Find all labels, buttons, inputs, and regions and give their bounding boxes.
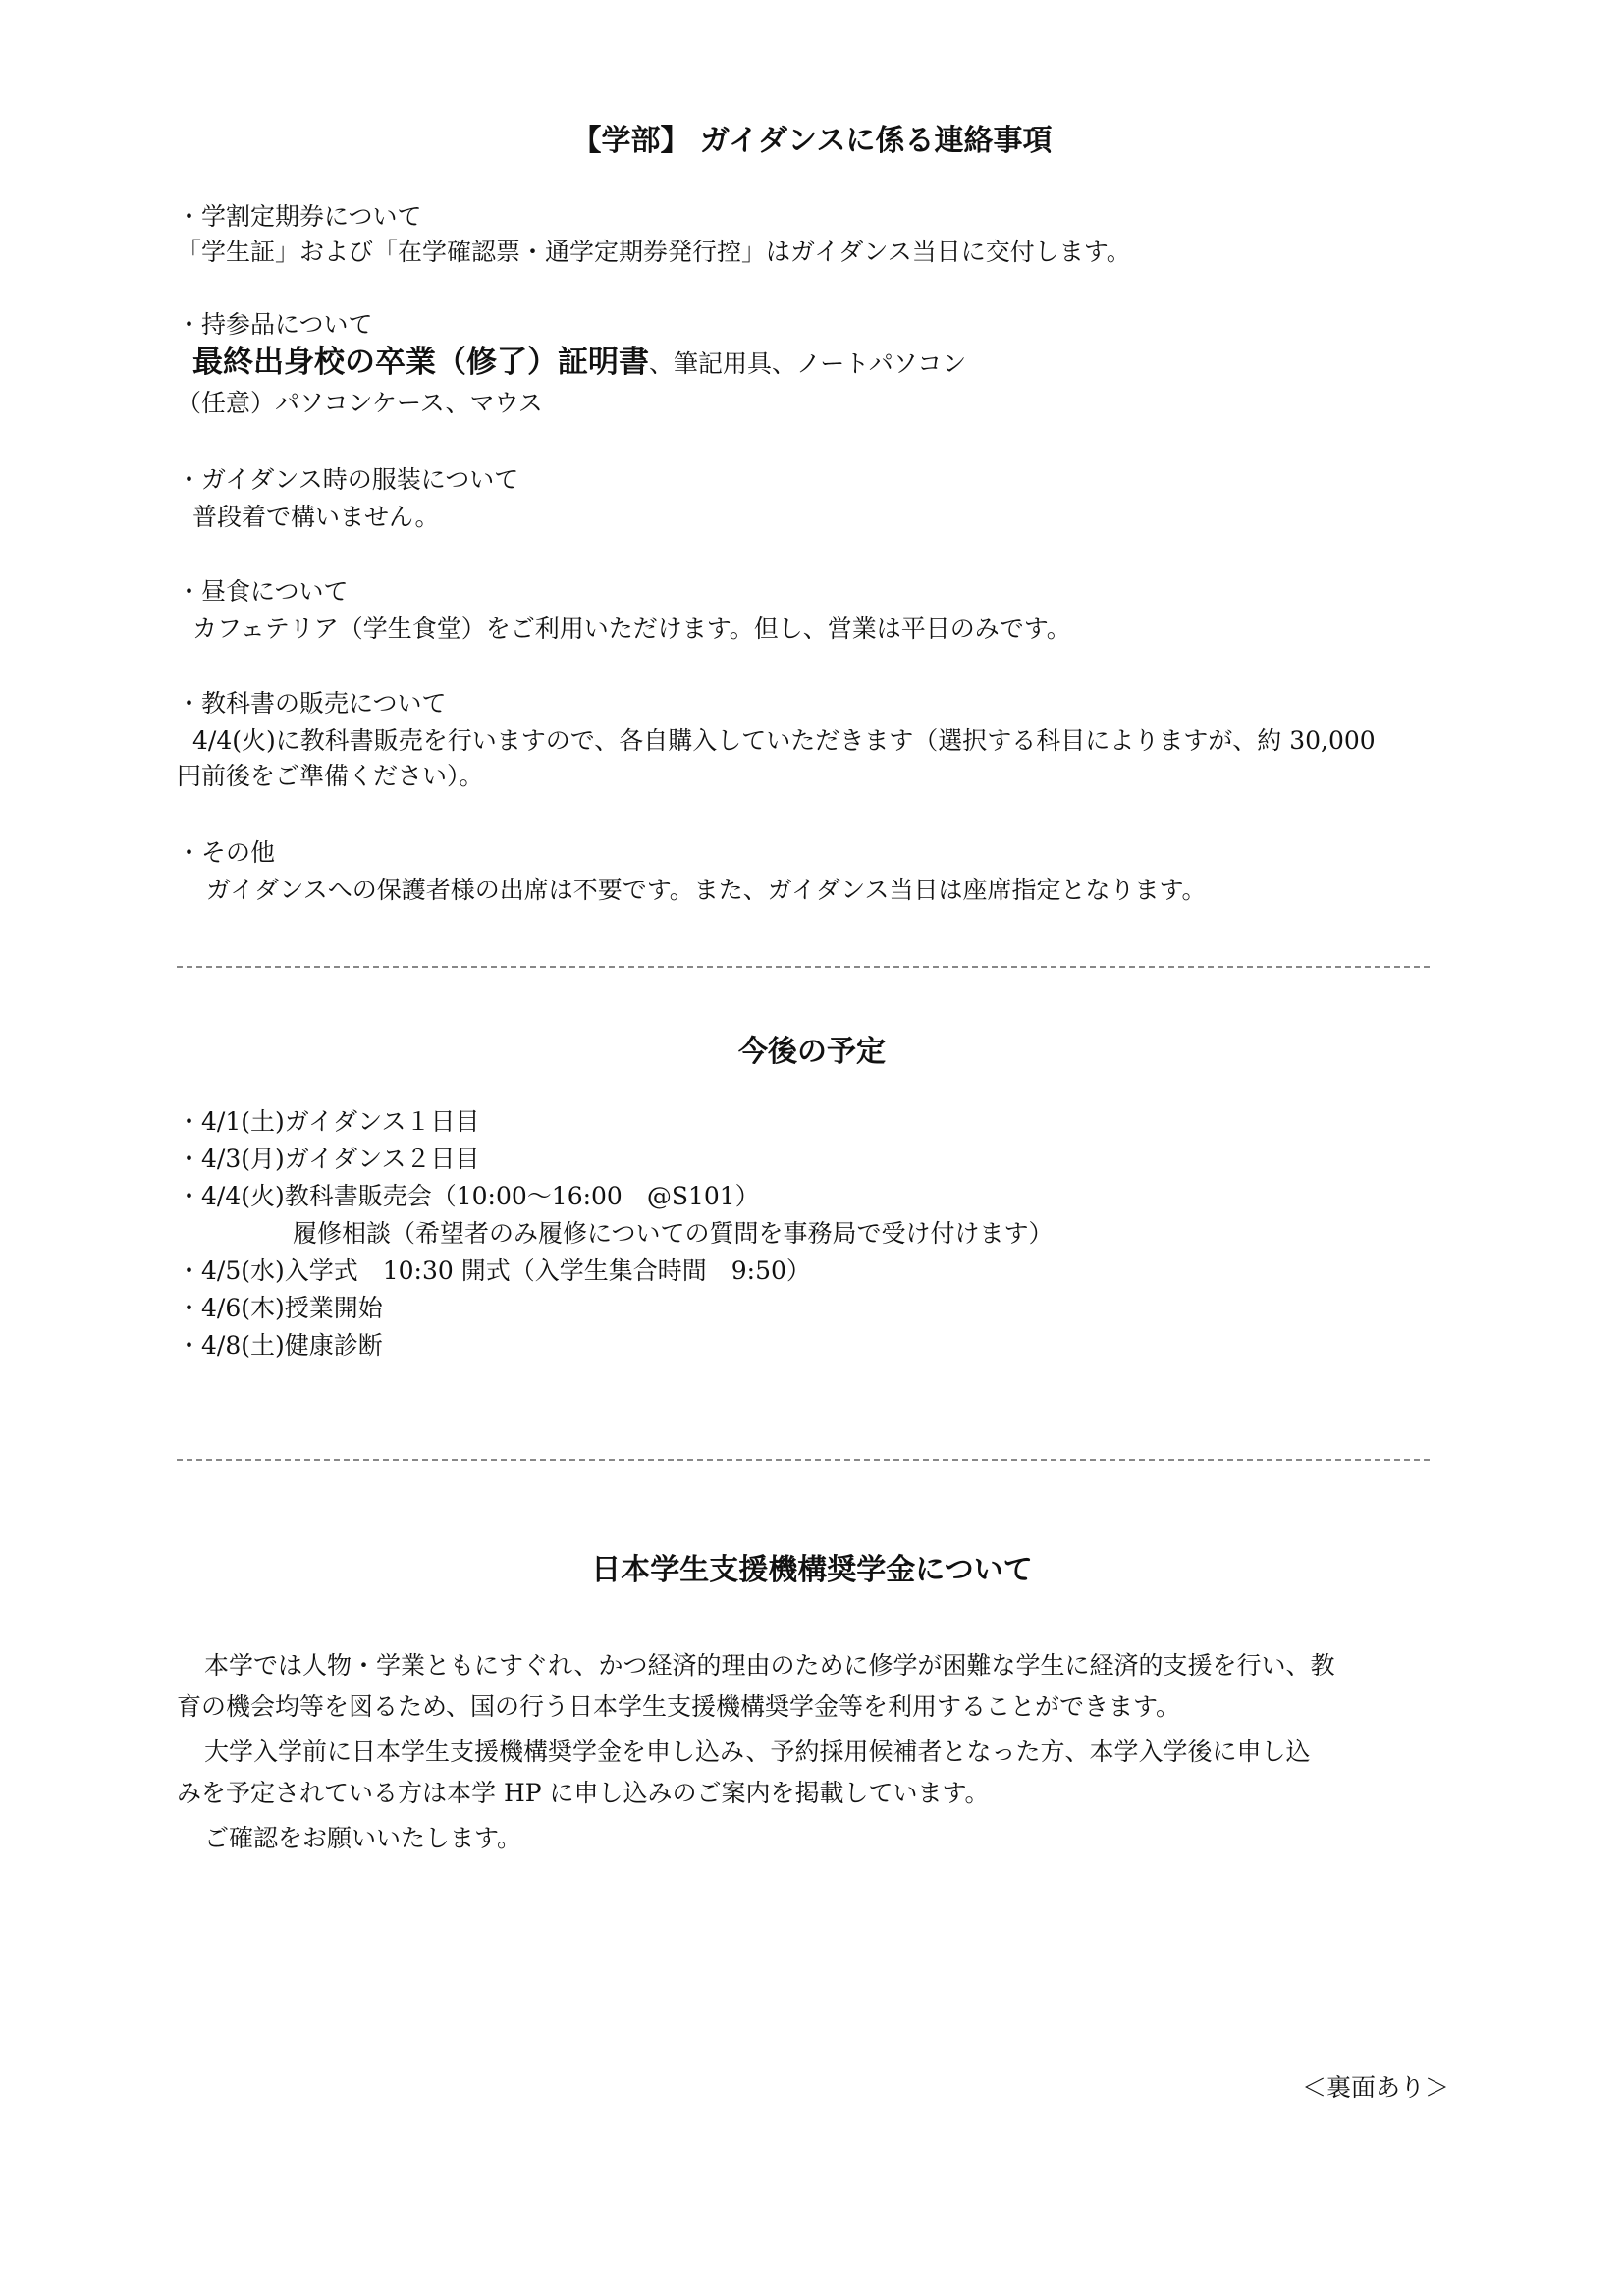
scholarship-para1-line2: 育の機会均等を図るため、国の行う日本学生支援機構奨学金等を利用することができます。 [177, 1692, 1181, 1721]
item-body-belongings [192, 346, 966, 381]
section2-title: 今後の予定 [738, 1035, 886, 1069]
belongings-emphasis: 最終出身校の卒業（修了）証明書 [192, 345, 649, 380]
schedule-item: ・4/5(水)入学式 10:30 開式（入学生集合時間 9:50） [177, 1256, 811, 1285]
section1-title: 【学部】 ガイダンスに係る連絡事項 [571, 124, 1053, 158]
schedule-item: ・4/6(木)授業開始 [177, 1294, 383, 1322]
item-heading-other: ・その他 [177, 838, 276, 867]
item-heading-dress: ・ガイダンス時の服装について [177, 465, 519, 494]
scholarship-para1-line1: 本学では人物・学業ともにすぐれ、かつ経済的理由のために修学が困難な学生に経済的支援を行い、教 [204, 1651, 1335, 1680]
section3-title: 日本学生支援機構奨学金について [591, 1553, 1033, 1587]
item-body-textbook-line1: 4/4(火)に教科書販売を行いますので、各自購入していただきます（選択する科目によりますが、約 30,000 [192, 726, 1376, 755]
divider-2 [177, 1459, 1430, 1461]
scholarship-para2-line2: みを予定されている方は本学 HP に申し込みのご案内を掲載しています。 [177, 1779, 990, 1807]
item-body-other: ガイダンスへの保護者様の出席は不要です。また、ガイダンス当日は座席指定となります。 [206, 876, 1207, 904]
back-side-note: ＜裏面あり＞ [1302, 2073, 1450, 2102]
schedule-item: ・4/8(土)健康診断 [177, 1331, 383, 1360]
item-body-textbook-line2: 円前後をご準備ください）。 [177, 762, 484, 790]
item-body-optional: （任意）パソコンケース、マウス [177, 389, 543, 417]
item-body-lunch: カフェテリア（学生食堂）をご利用いただけます。但し、営業は平日のみです。 [192, 614, 1071, 643]
item-heading-textbook: ・教科書の販売について [177, 689, 447, 718]
scholarship-para3: ご確認をお願いいたします。 [204, 1824, 522, 1852]
item-heading-pass: ・学割定期券について [177, 202, 422, 231]
item-body-pass: 「学生証」および「在学確認票・通学定期券発行控」はガイダンス当日に交付します。 [177, 238, 1131, 266]
divider-1 [177, 966, 1430, 968]
schedule-item: ・4/4(火)教科書販売会（10:00～16:00 @S101） [177, 1182, 760, 1210]
item-body-dress: 普段着で構いません。 [192, 503, 440, 531]
schedule-item-sub: 履修相談（希望者のみ履修についての質問を事務局で受け付けます） [293, 1219, 1054, 1248]
item-heading-lunch: ・昼食について [177, 577, 349, 606]
belongings-rest: 、筆記用具、ノートパソコン [649, 349, 967, 378]
item-heading-belongings: ・持参品について [177, 310, 373, 339]
schedule-item: ・4/1(土)ガイダンス１日目 [177, 1107, 480, 1136]
schedule-item: ・4/3(月)ガイダンス２日目 [177, 1145, 480, 1173]
scholarship-para2-line1: 大学入学前に日本学生支援機構奨学金を申し込み、予約採用候補者となった方、本学入学後に申し込 [204, 1737, 1311, 1766]
